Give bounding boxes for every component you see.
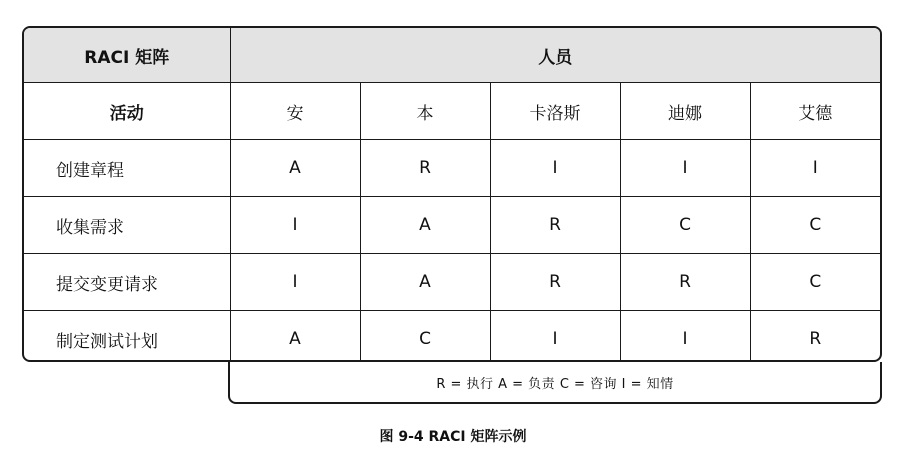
figure-caption: 图 9-4 RACI 矩阵示例 (379, 429, 527, 445)
raci-value: R (360, 140, 490, 197)
table-header-row (24, 28, 880, 83)
raci-value: R (490, 197, 620, 254)
raci-value: C (750, 254, 880, 311)
raci-value: R (620, 254, 750, 311)
raci-value: A (230, 311, 360, 363)
raci-value: I (230, 254, 360, 311)
person-name: 艾德 (750, 83, 880, 140)
raci-matrix (22, 26, 882, 362)
raci-value: C (620, 197, 750, 254)
people-group-label: 人员 (230, 28, 880, 83)
raci-value: R (490, 254, 620, 311)
activity-name: 收集需求 (24, 197, 230, 254)
table-row (24, 254, 880, 311)
raci-value: I (620, 311, 750, 363)
raci-value: I (750, 140, 880, 197)
raci-table (24, 28, 880, 362)
activity-name: 创建章程 (24, 140, 230, 197)
raci-value: C (360, 311, 490, 363)
raci-value: I (230, 197, 360, 254)
raci-value: I (620, 140, 750, 197)
raci-value: I (490, 311, 620, 363)
activity-name: 制定测试计划 (24, 311, 230, 363)
raci-value: A (360, 197, 490, 254)
table-row (24, 197, 880, 254)
raci-value: R (750, 311, 880, 363)
people-row (24, 83, 880, 140)
raci-value: A (360, 254, 490, 311)
raci-legend: R = 执行 A = 负责 C = 咨询 I = 知情 (228, 362, 882, 404)
person-name: 迪娜 (620, 83, 750, 140)
person-name: 本 (360, 83, 490, 140)
table-row (24, 311, 880, 363)
activity-header: 活动 (24, 83, 230, 140)
activity-name: 提交变更请求 (24, 254, 230, 311)
person-name: 安 (230, 83, 360, 140)
person-name: 卡洛斯 (490, 83, 620, 140)
raci-value: I (490, 140, 620, 197)
raci-value: C (750, 197, 880, 254)
raci-value: A (230, 140, 360, 197)
corner-label: RACI 矩阵 (24, 28, 230, 83)
table-row (24, 140, 880, 197)
